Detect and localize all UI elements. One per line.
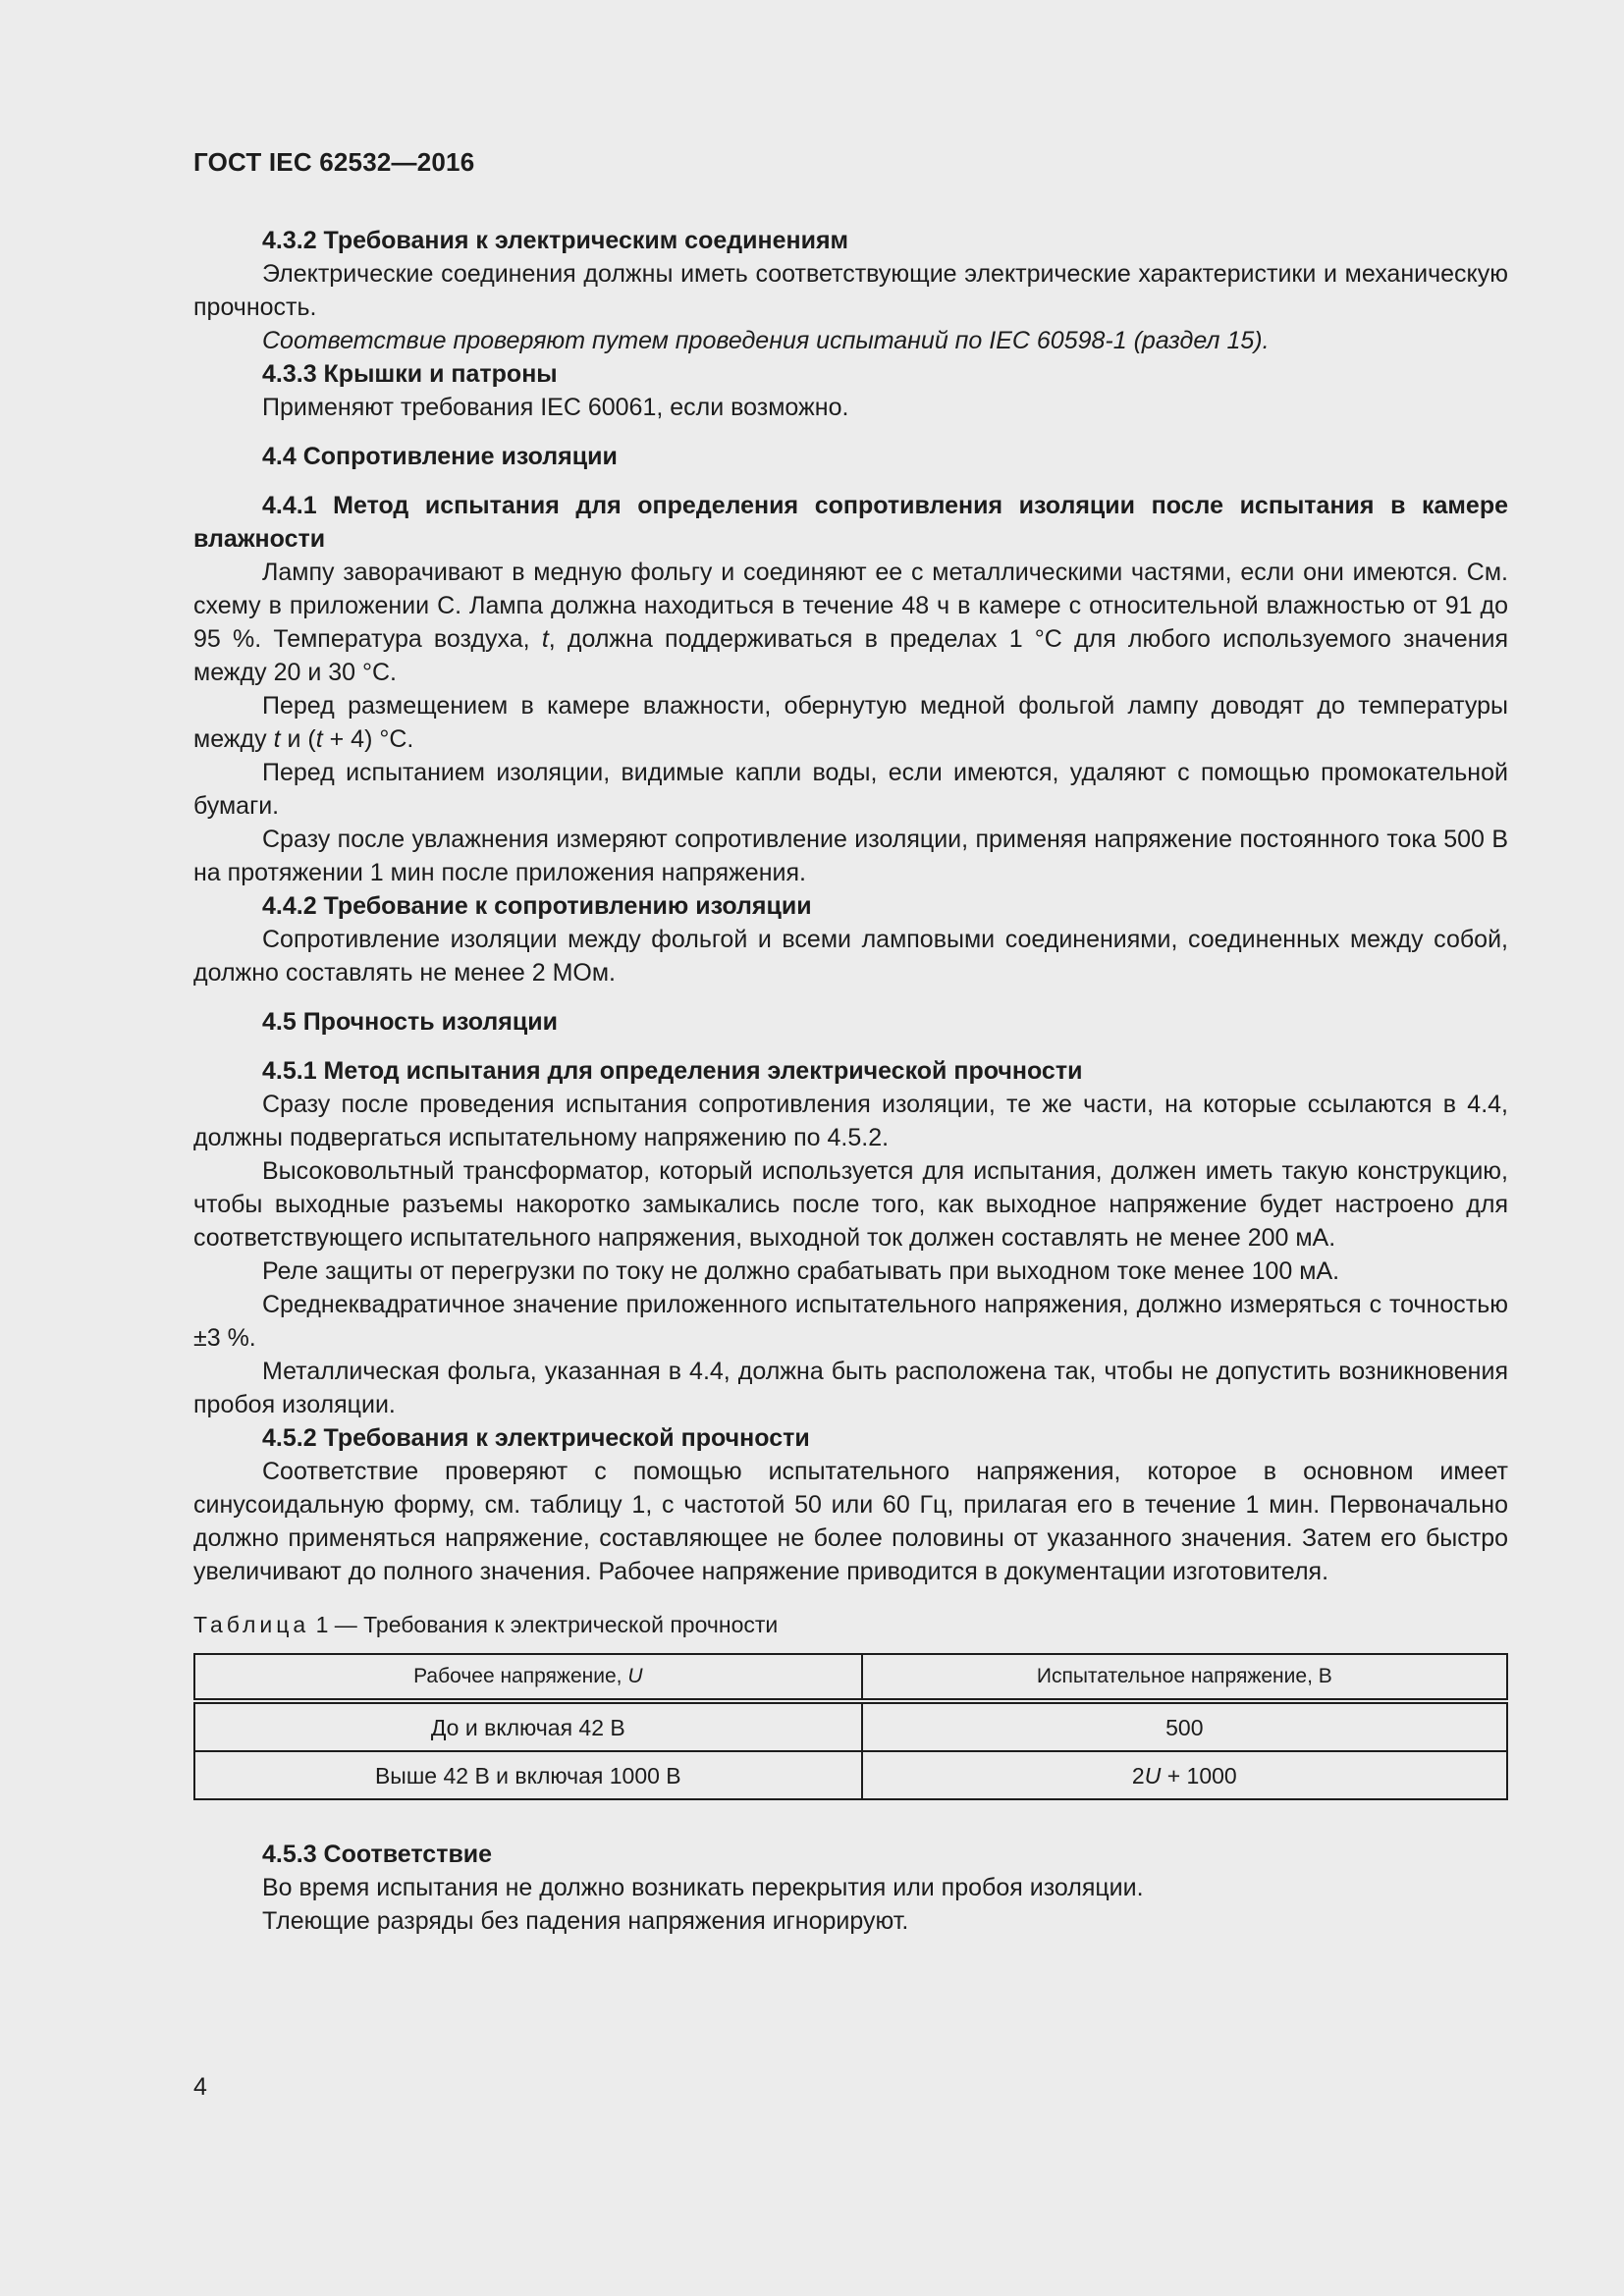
compliance-note: Соответствие проверяют путем проведения испытаний по IEC 60598-1 (раздел 15). bbox=[262, 327, 1270, 354]
paragraph: Лампу заворачивают в медную фольгу и соединяют ее с металлическими частями, если они имеются. См. схему в приложении С. Лампа должна находиться в течение 48 ч в камере с относительной влажностью от 91 до 95 %. Температура воздуха, t, должна поддерживаться в пределах 1 °С для любого используемого значения между 20 и 30 °С. bbox=[193, 559, 1509, 686]
electrical-strength-table bbox=[193, 1653, 1508, 1800]
section-4-4-1-title: 4.4.1 Метод испытания для определения сопротивления изоляции после испытания в камере влажности bbox=[193, 492, 1508, 553]
paragraph: Соответствие проверяют с помощью испытательного напряжения, которое в основном имеет синусоидальную форму, см. таблицу 1, с частотой 50 или 60 Гц, прилагая его в течение 1 мин. Первоначально должно применяться напряжение, составляющее не более половины от указанного значения. Затем его быстро увеличивают до полного значения. Рабочее напряжение приводится в документации изготовителя. bbox=[193, 1458, 1508, 1585]
paragraph: Перед размещением в камере влажности, обернутую медной фольгой лампу доводят до температуры между t и (t + 4) °С. bbox=[193, 692, 1508, 753]
paragraph: Применяют требования IEC 60061, если возможно. bbox=[262, 394, 849, 421]
section-4-4-title: 4.4 Сопротивление изоляции bbox=[262, 443, 618, 470]
paragraph: Среднеквадратичное значение приложенного испытательного напряжения, должно измеряться с точностью ±3 %. bbox=[193, 1291, 1508, 1352]
document-body bbox=[193, 224, 1508, 1938]
table-header-row bbox=[194, 1654, 1507, 1701]
table-cell: До и включая 42 В bbox=[194, 1701, 862, 1751]
section-4-5-2-title: 4.5.2 Требования к электрической прочности bbox=[262, 1424, 810, 1452]
table-cell: 500 bbox=[862, 1701, 1507, 1751]
paragraph: Сопротивление изоляции между фольгой и всеми ламповыми соединениями, соединенных между собой, должно составлять не менее 2 МОм. bbox=[193, 926, 1508, 987]
table-cell: Выше 42 В и включая 1000 В bbox=[194, 1751, 862, 1799]
table-header-cell: Рабочее напряжение, U bbox=[194, 1654, 862, 1701]
paragraph: Металлическая фольга, указанная в 4.4, должна быть расположена так, чтобы не допустить возникновения пробоя изоляции. bbox=[193, 1358, 1508, 1418]
section-4-3-3-title: 4.3.3 Крышки и патроны bbox=[262, 360, 558, 388]
section-4-3-2-title: 4.3.2 Требования к электрическим соединениям bbox=[262, 227, 849, 254]
paragraph: Во время испытания не должно возникать перекрытия или пробоя изоляции. bbox=[262, 1874, 1144, 1901]
section-4-5-title: 4.5 Прочность изоляции bbox=[262, 1008, 559, 1036]
document-header: ГОСТ IEC 62532—2016 bbox=[193, 147, 475, 177]
table-header-cell: Испытательное напряжение, В bbox=[862, 1654, 1507, 1701]
table-row bbox=[194, 1701, 1507, 1751]
paragraph: Тлеющие разряды без падения напряжения игнорируют. bbox=[262, 1907, 909, 1935]
paragraph: Перед испытанием изоляции, видимые капли воды, если имеются, удаляют с помощью промокательной бумаги. bbox=[193, 759, 1508, 820]
table-row bbox=[194, 1751, 1507, 1799]
section-4-5-3-title: 4.5.3 Соответствие bbox=[262, 1841, 493, 1868]
section-4-5-1-title: 4.5.1 Метод испытания для определения электрической прочности bbox=[262, 1057, 1083, 1085]
paragraph: Сразу после проведения испытания сопротивления изоляции, те же части, на которые ссылаются в 4.4, должны подвергаться испытательному напряжению по 4.5.2. bbox=[193, 1091, 1508, 1151]
page-number: 4 bbox=[193, 2073, 207, 2101]
paragraph: Электрические соединения должны иметь соответствующие электрические характеристики и механическую прочность. bbox=[193, 260, 1508, 321]
paragraph: Сразу после увлажнения измеряют сопротивление изоляции, применяя напряжение постоянного тока 500 В на протяжении 1 мин после приложения напряжения. bbox=[193, 826, 1508, 886]
table-caption: Таблица 1 — Требования к электрической прочности bbox=[193, 1612, 779, 1637]
section-4-4-2-title: 4.4.2 Требование к сопротивлению изоляции bbox=[262, 892, 812, 920]
table-cell: 2U + 1000 bbox=[862, 1751, 1507, 1799]
paragraph: Высоковольтный трансформатор, который используется для испытания, должен иметь такую конструкцию, чтобы выходные разъемы накоротко замыкались после того, как выходное напряжение будет настроено для соответствующего испытательного напряжения, выходной ток должен составлять не менее 200 мА. bbox=[193, 1157, 1508, 1252]
paragraph: Реле защиты от перегрузки по току не должно срабатывать при выходном токе менее 100 мА. bbox=[262, 1257, 1340, 1285]
